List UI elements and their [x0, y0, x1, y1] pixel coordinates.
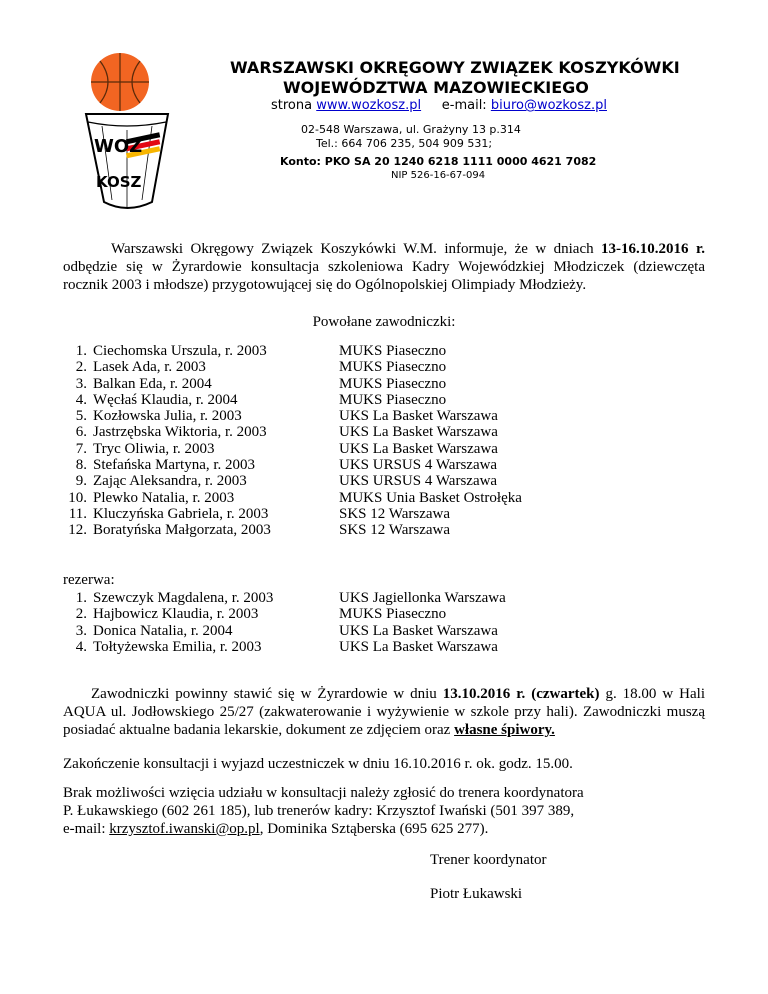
players-list [63, 343, 713, 539]
player-club: MUKS Unia Basket Ostrołęka [339, 489, 522, 506]
list-number: 2. [75, 606, 87, 623]
list-number: 6. [75, 424, 87, 441]
list-number: 12. [68, 522, 87, 539]
bank-account: Konto: PKO SA 20 1240 6218 1111 0000 4621 7082 [280, 155, 597, 168]
player-club: UKS La Basket Warszawa [339, 638, 498, 655]
arrival-date: 13.10.2016 r. (czwartek) [442, 686, 600, 702]
contact-paragraph [63, 784, 705, 838]
player-row [63, 473, 713, 489]
reserve-row [63, 590, 713, 606]
player-name: Ciechomska Urszula, r. 2003 [93, 343, 267, 359]
contact-line1: Brak możliwości wzięcia udziału w konsultacji należy zgłosić do trenera koordynatora [63, 785, 584, 801]
player-name: Węcłaś Klaudia, r. 2004 [93, 391, 238, 408]
player-row [63, 392, 713, 408]
intro-text-after: odbędzie się w Żyrardowie konsultacja szkoleniowa Kadry Wojewódzkiej Młodziczek (dziewczęta rocznik 2003 i młodsze) przygotowującej się do Ogólnopolskiej Olimpiady Młodzieży. [63, 259, 705, 293]
signature-name: Piotr Łukawski [430, 886, 523, 902]
player-row [63, 376, 713, 392]
player-row [63, 408, 713, 424]
player-name: Kluczyńska Gabriela, r. 2003 [93, 505, 269, 522]
player-name: Balkan Eda, r. 2004 [93, 375, 212, 392]
address: 02-548 Warszawa, ul. Grażyny 13 p.314 [301, 123, 521, 136]
player-club: SKS 12 Warszawa [339, 505, 450, 522]
list-number: 3. [75, 375, 87, 392]
player-club: MUKS Piaseczno [339, 359, 447, 376]
reserves-list [63, 590, 713, 655]
org-name-line1: WARSZAWSKI OKRĘGOWY ZWIĄZEK KOSZYKÓWKI [230, 58, 680, 77]
player-club: UKS La Basket Warszawa [339, 424, 498, 441]
contact-email-label: e-mail: [63, 821, 110, 837]
reserve-row [63, 639, 713, 655]
coach-email-link[interactable]: krzysztof.iwanski@op.pl [109, 821, 260, 837]
list-number: 9. [75, 473, 87, 490]
intro-text-before: Warszawski Okręgowy Związek Koszykówki W.M. informuje, że w dniach [111, 241, 602, 257]
list-number: 8. [75, 457, 87, 474]
player-row [63, 490, 713, 506]
closing-paragraph: Zakończenie konsultacji i wyjazd uczestniczek w dniu 16.10.2016 r. ok. godz. 15.00. [63, 756, 573, 772]
player-name: Boratyńska Małgorzata, 2003 [93, 522, 271, 539]
list-number: 11. [68, 505, 87, 522]
list-number: 10. [68, 489, 87, 506]
player-club: UKS La Basket Warszawa [339, 408, 498, 425]
reserve-label: rezerwa: [63, 572, 115, 588]
player-club: UKS La Basket Warszawa [339, 440, 498, 457]
signature-role: Trener koordynator [430, 852, 547, 868]
list-number: 5. [75, 408, 87, 425]
player-club: UKS URSUS 4 Warszawa [339, 457, 498, 474]
arrival-paragraph [63, 685, 705, 739]
contact-line3-after: , Dominika Sztąberska (695 625 277). [259, 821, 489, 837]
email-link[interactable]: biuro@wozkosz.pl [490, 98, 607, 113]
logo-letters-bottom: KOSZ [96, 173, 142, 191]
player-club: SKS 12 Warszawa [339, 522, 450, 539]
list-number: 1. [75, 343, 87, 359]
nip-number: NIP 526-16-67-094 [391, 170, 486, 181]
sleeping-bags-note: własne śpiwory. [454, 722, 555, 738]
player-club: UKS La Basket Warszawa [339, 622, 498, 639]
intro-paragraph [63, 240, 705, 294]
player-row [63, 506, 713, 522]
email-label: e-mail: [441, 98, 487, 113]
www-label: strona [271, 98, 313, 113]
player-name: Kozłowska Julia, r. 2003 [93, 408, 242, 425]
arrival-text-before: Zawodniczki powinny stawić się w Żyrardowie w dniu [91, 686, 443, 702]
reserve-row [63, 623, 713, 639]
phone: Tel.: 664 706 235, 504 909 531; [316, 137, 493, 150]
player-club: UKS URSUS 4 Warszawa [339, 473, 498, 490]
player-name: Stefańska Martyna, r. 2003 [93, 457, 256, 474]
list-number: 4. [75, 391, 87, 408]
list-number: 4. [75, 638, 87, 655]
player-row [63, 359, 713, 375]
logo-letters-top: WOZ [94, 136, 143, 157]
player-name: Zając Aleksandra, r. 2003 [93, 473, 247, 490]
player-club: UKS Jagiellonka Warszawa [339, 590, 506, 606]
players-heading: Powołane zawodniczki: [312, 314, 456, 330]
player-row [63, 441, 713, 457]
org-name-line2: WOJEWÓDZTWA MAZOWIECKIEGO [283, 78, 589, 97]
website-link[interactable]: www.wozkosz.pl [316, 98, 422, 113]
player-club: MUKS Piaseczno [339, 343, 447, 359]
player-club: MUKS Piaseczno [339, 391, 447, 408]
list-number: 1. [75, 590, 87, 606]
player-name: Tryc Oliwia, r. 2003 [93, 440, 215, 457]
player-row [63, 424, 713, 440]
contact-line2: P. Łukawskiego (602 261 185), lub trenerów kadry: Krzysztof Iwański (501 397 389, [63, 803, 575, 819]
player-row [63, 457, 713, 473]
player-name: Donica Natalia, r. 2004 [93, 622, 233, 639]
player-name: Szewczyk Magdalena, r. 2003 [93, 590, 274, 606]
player-name: Lasek Ada, r. 2003 [93, 359, 206, 376]
contacts-line [271, 98, 607, 113]
player-name: Hajbowicz Klaudia, r. 2003 [93, 606, 259, 623]
player-row [63, 343, 713, 359]
wozkosz-logo [82, 52, 172, 212]
contact-line3 [63, 820, 705, 838]
player-club: MUKS Piaseczno [339, 375, 447, 392]
player-name: Tołtyżewska Emilia, r. 2003 [93, 638, 262, 655]
arrival-text-middle: g. 18.00 w Hali AQUA ul. Jodłowskiego 25/27 (zakwaterowanie i wyżywienie w szkole przy hali). Zawodniczki muszą posiadać aktualne badania lekarskie, dokument ze zdjęciem oraz [63, 686, 705, 738]
reserve-row [63, 606, 713, 622]
list-number: 2. [75, 359, 87, 376]
list-number: 3. [75, 622, 87, 639]
player-name: Jastrzębska Wiktoria, r. 2003 [93, 424, 267, 441]
list-number: 7. [75, 440, 87, 457]
player-club: MUKS Piaseczno [339, 606, 447, 623]
intro-dates: 13-16.10.2016 r. [601, 241, 705, 257]
player-row [63, 522, 713, 538]
player-name: Plewko Natalia, r. 2003 [93, 489, 235, 506]
